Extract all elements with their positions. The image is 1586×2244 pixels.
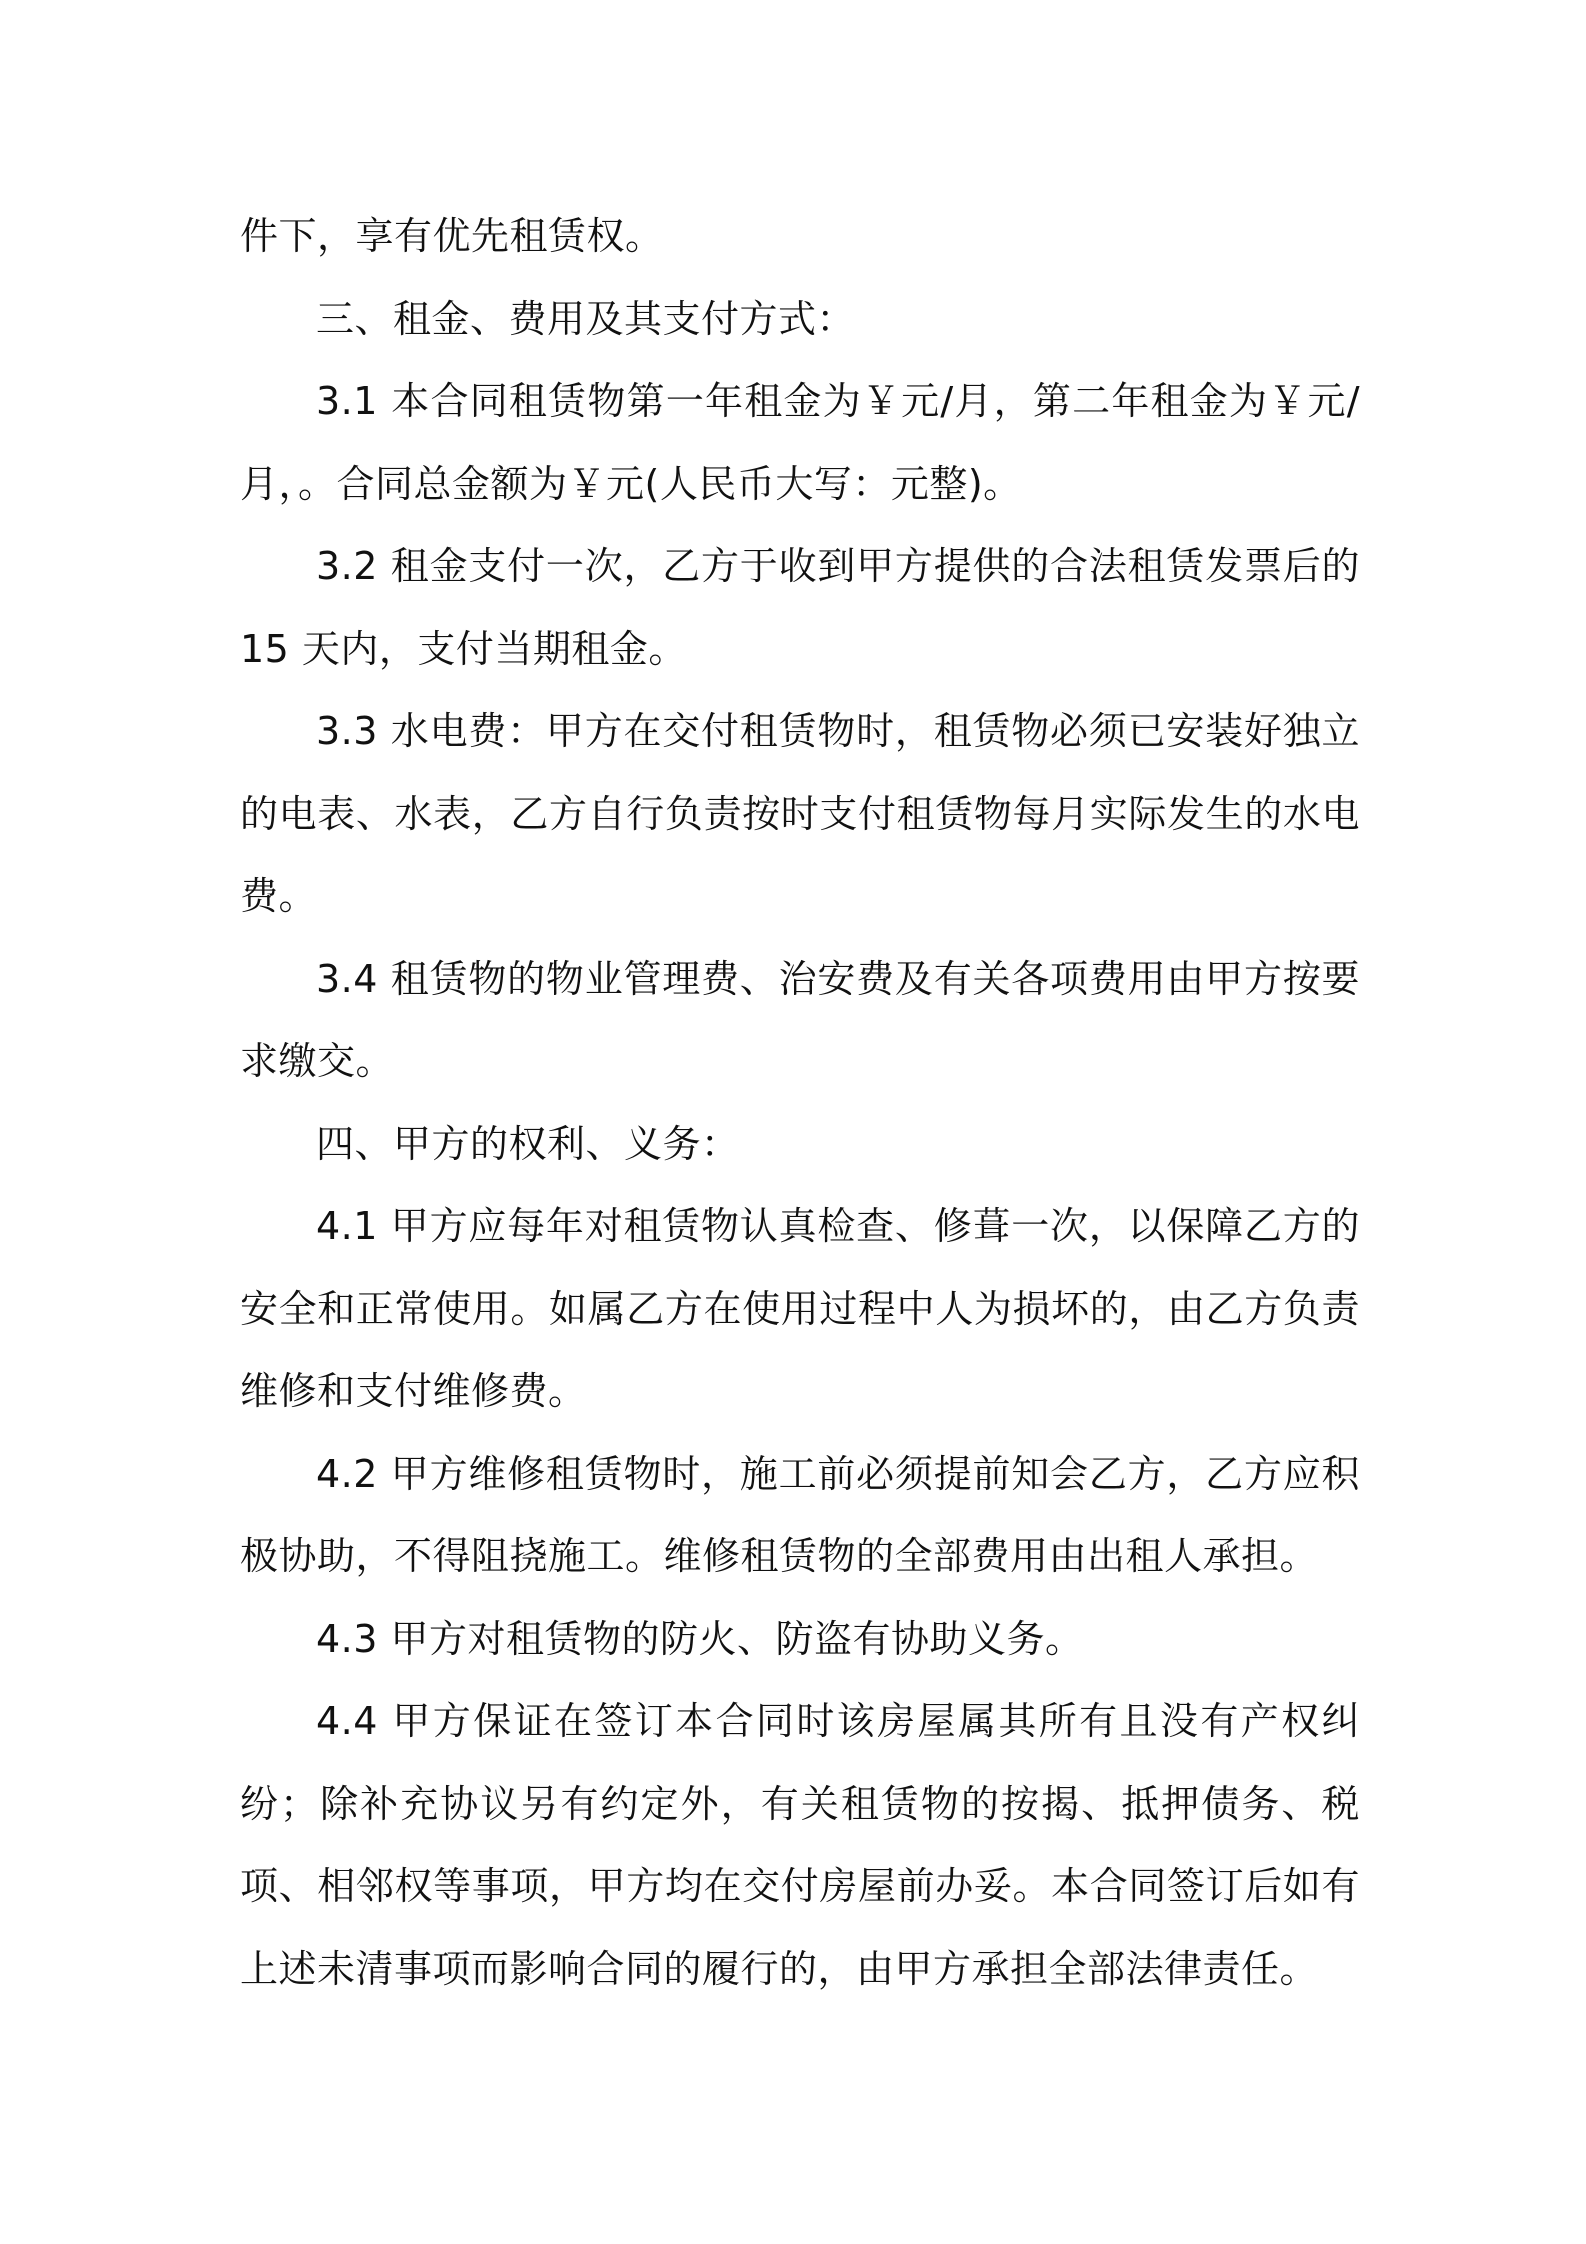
clause-4-2: 4.2 甲方维修租赁物时，施工前必须提前知会乙方，乙方应积极协助，不得阻挠施工。维修租赁物的全部费用由出租人承担。 — [240, 1451, 1360, 1578]
section-heading-rent: 三、租金、费用及其支付方式： — [316, 296, 856, 341]
clause-3-2: 3.2 租金支付一次，乙方于收到甲方提供的合法租赁发票后的 15 天内，支付当期租金。 — [240, 544, 1360, 671]
clause-4-3: 4.3 甲方对租赁物的防火、防盗有协助义务。 — [316, 1616, 1084, 1661]
clause-3-1: 3.1 本合同租赁物第一年租金为￥元/月，第二年租金为￥元/月，。合同总金额为￥元(人民币大写：元整)。 — [240, 379, 1360, 506]
document-body — [240, 195, 1360, 2010]
section-heading-party-a: 四、甲方的权利、义务： — [316, 1121, 740, 1166]
clause-4-1: 4.1 甲方应每年对租赁物认真检查、修葺一次，以保障乙方的安全和正常使用。如属乙方在使用过程中人为损坏的，由乙方负责维修和支付维修费。 — [240, 1204, 1360, 1413]
paragraph-continuation: 件下，享有优先租赁权。 — [240, 214, 664, 258]
clause-3-4: 3.4 租赁物的物业管理费、治安费及有关各项费用由甲方按要求缴交。 — [240, 956, 1360, 1083]
clause-4-4: 4.4 甲方保证在签订本合同时该房屋属其所有且没有产权纠纷；除补充协议另有约定外，有关租赁物的按揭、抵押债务、税项、相邻权等事项，甲方均在交付房屋前办妥。本合同签订后如有上述未清事项而影响合同的履行的，由甲方承担全部法律责任。 — [240, 1699, 1360, 1991]
clause-3-3: 3.3 水电费：甲方在交付租赁物时，租赁物必须已安装好独立的电表、水表，乙方自行负责按时支付租赁物每月实际发生的水电费。 — [240, 709, 1360, 918]
